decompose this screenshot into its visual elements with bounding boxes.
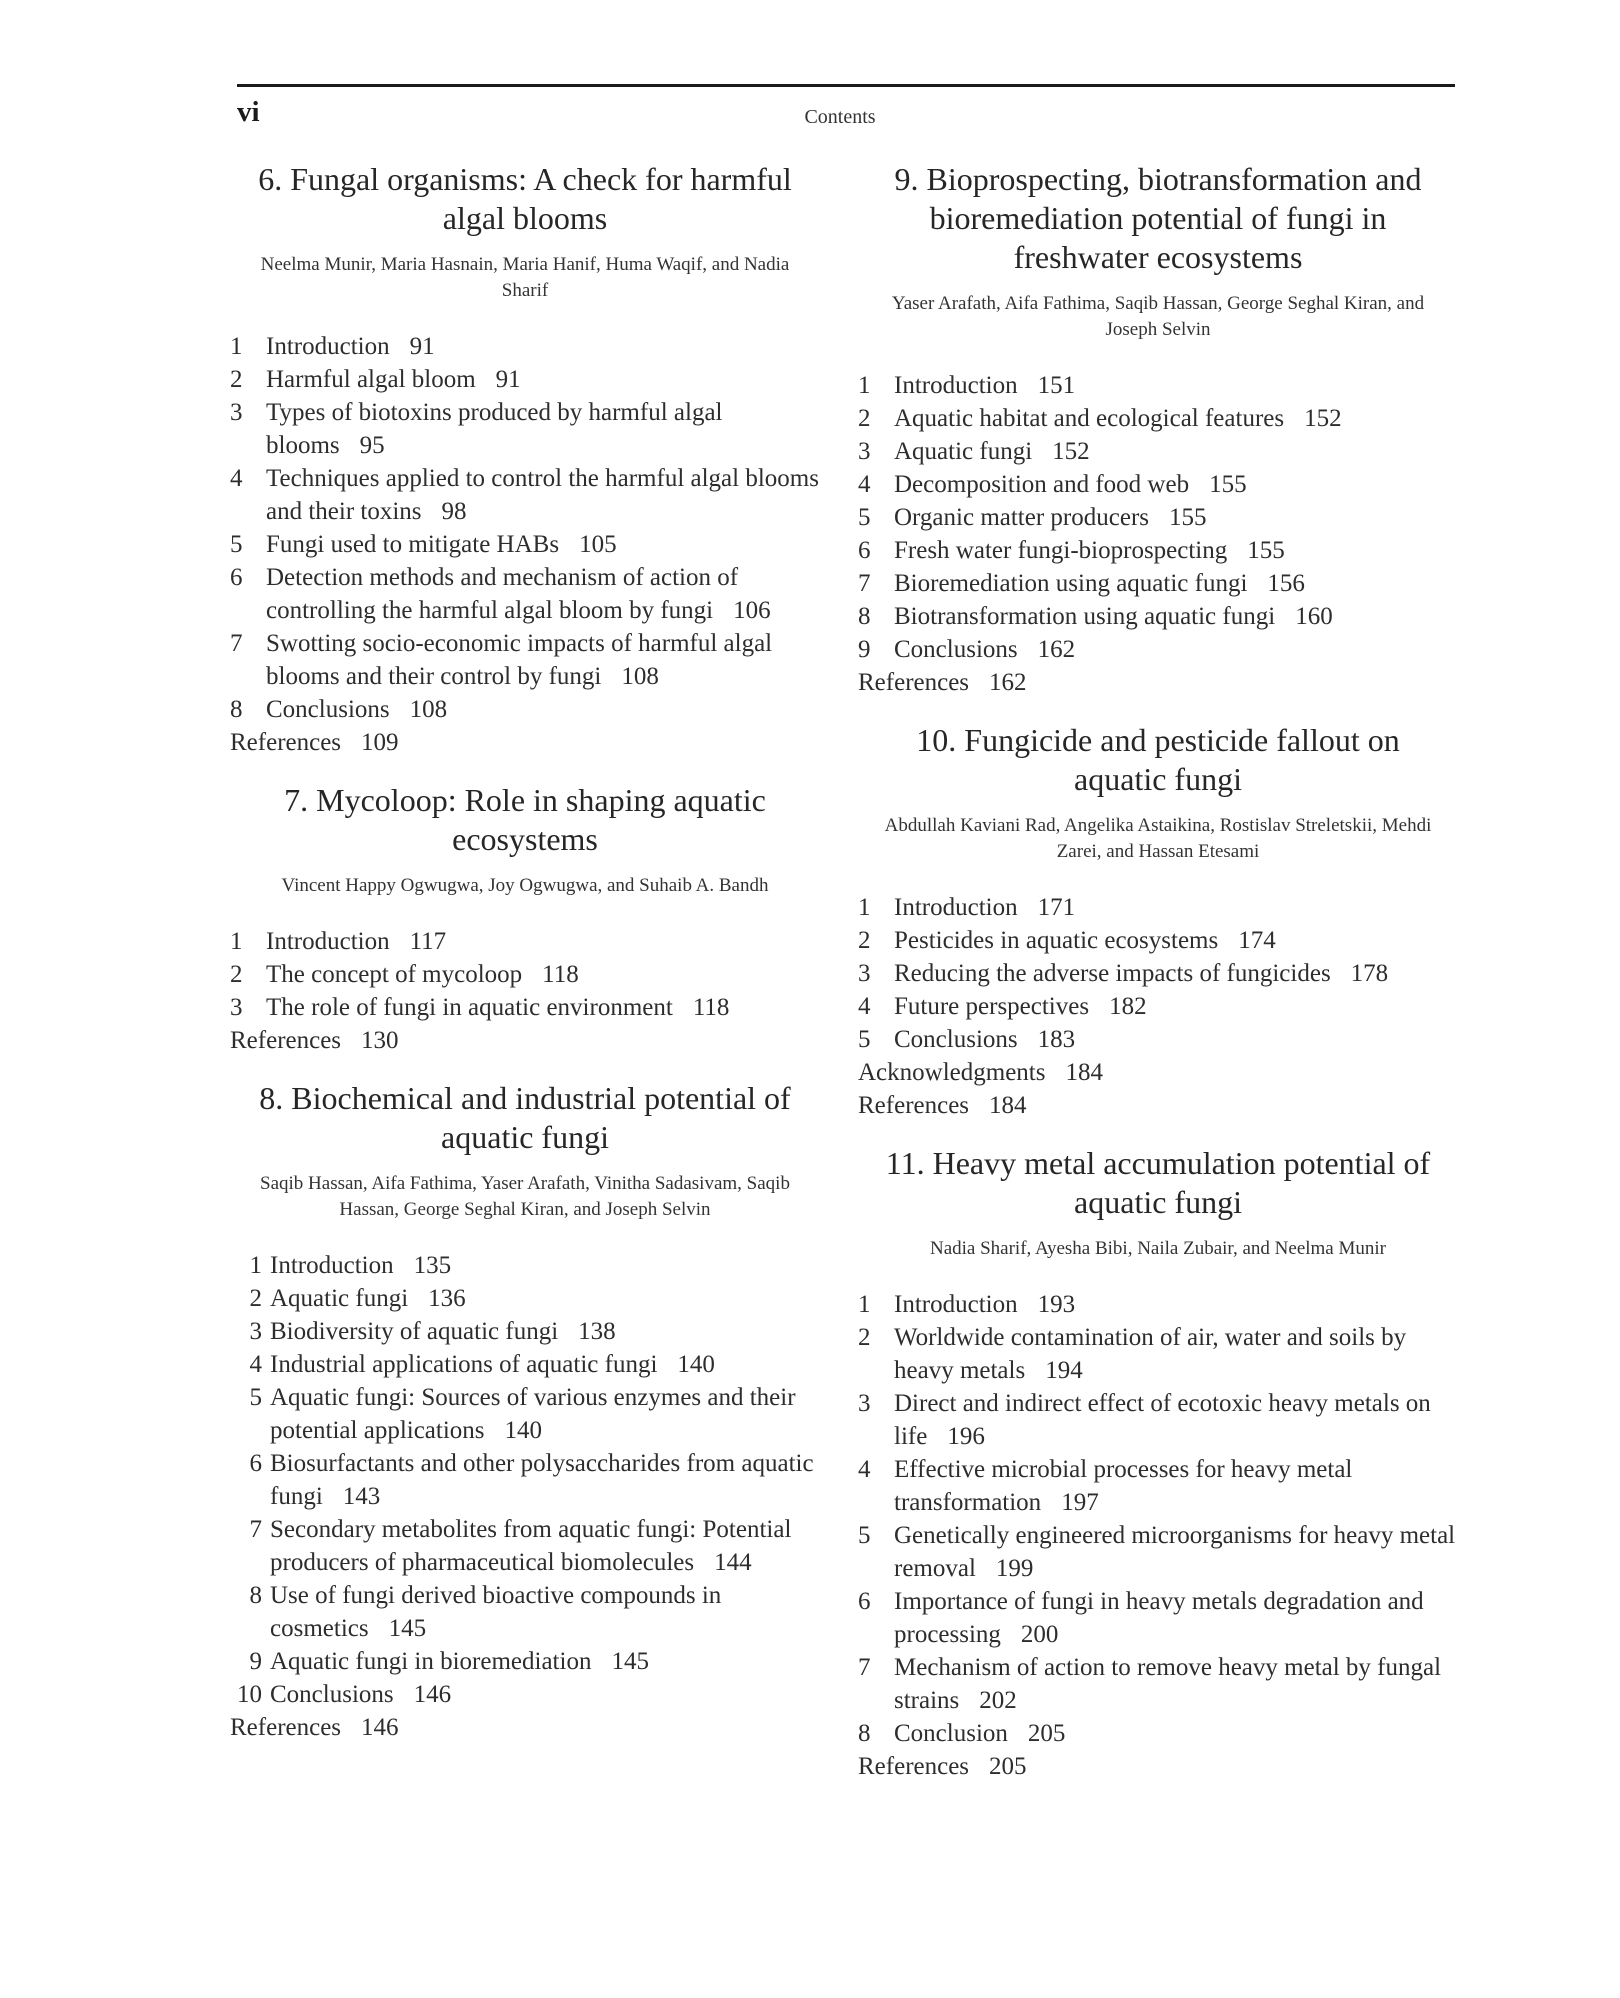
chapter-title-text: Biochemical and industrial potential of aquatic fungi: [291, 1080, 791, 1155]
section-number: 1: [230, 333, 243, 360]
back-matter-page-number: 184: [1065, 1059, 1103, 1086]
section-entry: [230, 1381, 820, 1447]
section-title: [270, 1282, 820, 1315]
section-number: 8: [858, 603, 871, 630]
section-number: 2: [230, 961, 243, 988]
section-title: [270, 1249, 820, 1282]
section-page-number: 140: [677, 1351, 715, 1378]
section-page-number: 106: [733, 597, 771, 624]
section-title-text: Introduction: [266, 333, 390, 360]
section-page-number: 91: [409, 333, 435, 360]
section-page-number: 136: [428, 1285, 466, 1312]
section-number: 6: [858, 1588, 871, 1615]
back-matter-page-number: 162: [989, 669, 1027, 696]
section-title: [266, 396, 820, 462]
section-title-text: Industrial applications of aquatic fungi: [270, 1351, 658, 1378]
section-page-number: 91: [495, 366, 521, 393]
section-entry: [230, 925, 820, 958]
section-entry: [230, 1447, 820, 1513]
section-page-number: 145: [611, 1648, 649, 1675]
section-number: 9: [858, 636, 871, 663]
section-page-number: 194: [1045, 1357, 1083, 1384]
section-number: 4: [858, 1456, 871, 1483]
section-title: [270, 1315, 820, 1348]
back-matter-page-number: 130: [361, 1027, 399, 1054]
section-title-text: Swotting socio-economic impacts of harmful algal blooms and their control by fungi: [266, 630, 773, 690]
chapter-authors: Nadia Sharif, Ayesha Bibi, Naila Zubair, and Neelma Munir: [929, 1238, 1386, 1259]
section-page-number: 95: [359, 432, 385, 459]
running-title: Contents: [804, 106, 876, 128]
section-title-text: Future perspectives: [894, 993, 1090, 1020]
section-number: 3: [858, 438, 871, 465]
chapter-title-text: Heavy metal accumulation potential of aquatic fungi: [932, 1145, 1431, 1220]
section-title: [894, 402, 1458, 435]
section-page-number: 171: [1037, 894, 1076, 921]
section-title-text: Conclusions: [894, 1026, 1018, 1053]
section-entry: [858, 1453, 1458, 1519]
section-number: 3: [249, 1318, 262, 1345]
section-entry: [230, 1315, 820, 1348]
section-page-number: 183: [1037, 1026, 1076, 1053]
chapter-entry: [858, 721, 1458, 1122]
section-title: [270, 1513, 820, 1579]
section-title: [266, 991, 820, 1024]
chapter-number: 8.: [259, 1080, 284, 1116]
section-entry: [230, 991, 820, 1024]
section-list: [858, 1288, 1458, 1750]
section-title: [894, 1519, 1458, 1585]
section-entry: [858, 435, 1458, 468]
section-page-number: 152: [1052, 438, 1090, 465]
section-entry: [858, 1023, 1458, 1056]
section-entry: [230, 1282, 820, 1315]
section-entry: [858, 957, 1458, 990]
section-page-number: 146: [413, 1681, 452, 1708]
section-list: [858, 369, 1458, 666]
section-entry: [230, 1678, 820, 1711]
section-number: 6: [230, 564, 243, 591]
page-number: vi: [237, 96, 260, 128]
section-page-number: 144: [714, 1549, 752, 1576]
section-number: 3: [230, 399, 243, 426]
section-title-text: Genetically engineered microorganisms for heavy metal removal: [894, 1522, 1456, 1582]
section-title-text: Aquatic fungi: [894, 438, 1033, 465]
section-title-text: Biosurfactants and other polysaccharides from aquatic fungi: [270, 1450, 814, 1510]
section-number: 1: [858, 894, 871, 921]
back-matter-page-number: 146: [361, 1714, 399, 1741]
section-title: [266, 627, 820, 693]
section-title: [270, 1678, 820, 1711]
section-entry: [230, 1249, 820, 1282]
section-entry: [230, 462, 820, 528]
chapter-number: 6.: [258, 161, 283, 197]
section-entry: [858, 600, 1458, 633]
section-entry: [858, 1321, 1458, 1387]
section-page-number: 108: [409, 696, 448, 723]
section-title: [894, 435, 1458, 468]
section-entry: [858, 567, 1458, 600]
chapter-title: [230, 781, 820, 859]
section-page-number: 155: [1247, 537, 1285, 564]
section-title: [270, 1645, 820, 1678]
section-title: [894, 534, 1458, 567]
section-page-number: 178: [1350, 960, 1389, 987]
section-title: [894, 633, 1458, 666]
chapter-title: [858, 721, 1458, 799]
section-entry: [858, 369, 1458, 402]
section-page-number: 140: [504, 1417, 543, 1444]
section-title: [270, 1348, 820, 1381]
section-page-number: 108: [621, 663, 659, 690]
section-entry: [858, 891, 1458, 924]
section-title-text: Biotransformation using aquatic fungi: [894, 603, 1276, 630]
section-number: 7: [230, 630, 243, 657]
section-title: [894, 468, 1458, 501]
section-number: 3: [858, 1390, 871, 1417]
section-entry: [858, 534, 1458, 567]
section-number: 5: [249, 1384, 262, 1411]
section-entry: [230, 528, 820, 561]
chapter-entry: [230, 781, 820, 1057]
section-title-text: Importance of fungi in heavy metals degradation and processing: [894, 1588, 1424, 1648]
section-title-text: Use of fungi derived bioactive compounds in cosmetics: [270, 1582, 722, 1642]
section-title-text: Pesticides in aquatic ecosystems: [894, 927, 1219, 954]
left-column: [230, 160, 820, 1766]
section-entry: [858, 1519, 1458, 1585]
section-title-text: Conclusions: [266, 696, 390, 723]
section-entry: [858, 924, 1458, 957]
section-title-text: Worldwide contamination of air, water and soils by heavy metals: [894, 1324, 1407, 1384]
section-page-number: 151: [1037, 372, 1076, 399]
header-rule: [237, 84, 1455, 87]
section-title: [894, 891, 1458, 924]
chapter-entry: [230, 160, 820, 759]
references-entry: [858, 1089, 1458, 1122]
section-title: [266, 330, 820, 363]
section-title-text: Secondary metabolites from aquatic fungi: Potential producers of pharmaceutical biomolecules: [270, 1516, 792, 1576]
section-number: 7: [858, 570, 871, 597]
section-title: [894, 1651, 1458, 1717]
back-matter-page-number: 109: [361, 729, 399, 756]
section-number: 2: [230, 366, 243, 393]
section-page-number: 152: [1304, 405, 1342, 432]
references-entry: [230, 1711, 820, 1744]
section-page-number: 105: [579, 531, 617, 558]
references-entry: [858, 666, 1458, 699]
section-number: 8: [858, 1720, 871, 1747]
section-title: [266, 528, 820, 561]
section-number: 4: [230, 465, 243, 492]
section-entry: [858, 1717, 1458, 1750]
section-number: 4: [249, 1351, 262, 1378]
section-title: [894, 1585, 1458, 1651]
references-entry: [230, 726, 820, 759]
chapter-authors: Abdullah Kaviani Rad, Angelika Astaikina, Rostislav Streletskii, Mehdi Zarei, and Hassan Etesami: [884, 815, 1432, 862]
acknowledgments-entry: [858, 1056, 1458, 1089]
section-page-number: 197: [1061, 1489, 1099, 1516]
section-title: [894, 957, 1458, 990]
section-title-text: Fungi used to mitigate HABs: [266, 531, 560, 558]
section-number: 1: [230, 928, 243, 955]
section-title-text: Organic matter producers: [894, 504, 1149, 531]
chapter-title-text: Fungicide and pesticide fallout on aquatic fungi: [964, 722, 1400, 797]
section-list: [230, 925, 820, 1024]
section-title-text: Introduction: [270, 1252, 394, 1279]
section-title-text: Aquatic fungi in bioremediation: [270, 1648, 592, 1675]
section-title-text: Reducing the adverse impacts of fungicides: [894, 960, 1331, 987]
section-entry: [858, 468, 1458, 501]
section-page-number: 199: [995, 1555, 1034, 1582]
section-title: [270, 1381, 820, 1447]
section-title: [894, 1288, 1458, 1321]
section-page-number: 145: [388, 1615, 427, 1642]
section-list: [230, 1249, 820, 1711]
section-title-text: Types of biotoxins produced by harmful algal blooms: [266, 399, 723, 459]
section-title-text: Introduction: [894, 1291, 1018, 1318]
back-matter-title: Acknowledgments: [858, 1059, 1046, 1086]
section-title-text: Biodiversity of aquatic fungi: [270, 1318, 559, 1345]
section-number: 9: [249, 1648, 262, 1675]
section-entry: [230, 958, 820, 991]
section-entry: [858, 990, 1458, 1023]
back-matter-title: References: [858, 669, 970, 696]
section-title-text: Detection methods and mechanism of action of controlling the harmful algal bloom by fungi: [266, 564, 739, 624]
back-matter-title: References: [230, 1714, 342, 1741]
section-number: 4: [858, 471, 871, 498]
section-number: 6: [249, 1450, 262, 1477]
chapter-number: 7.: [284, 782, 309, 818]
section-entry: [858, 1288, 1458, 1321]
section-entry: [858, 402, 1458, 435]
section-entry: [230, 561, 820, 627]
back-matter-title: References: [858, 1092, 970, 1119]
chapter-authors: Neelma Munir, Maria Hasnain, Maria Hanif, Huma Waqif, and Nadia Sharif: [260, 254, 790, 301]
chapter-number: 10.: [916, 722, 957, 758]
section-title: [266, 561, 820, 627]
section-page-number: 117: [409, 928, 447, 955]
section-title: [894, 1387, 1458, 1453]
back-matter-title: References: [230, 729, 342, 756]
section-title: [894, 369, 1458, 402]
section-page-number: 182: [1109, 993, 1147, 1020]
section-page-number: 193: [1037, 1291, 1076, 1318]
section-title-text: Fresh water fungi-bioprospecting: [894, 537, 1228, 564]
section-title: [894, 567, 1458, 600]
section-entry: [230, 627, 820, 693]
section-page-number: 200: [1020, 1621, 1059, 1648]
section-page-number: 138: [578, 1318, 616, 1345]
section-number: 8: [249, 1582, 262, 1609]
section-number: 7: [858, 1654, 871, 1681]
section-title: [266, 462, 820, 528]
section-title: [266, 958, 820, 991]
chapter-title: [230, 160, 820, 238]
section-number: 2: [249, 1285, 262, 1312]
section-entry: [230, 1579, 820, 1645]
section-page-number: 143: [342, 1483, 381, 1510]
section-title-text: Effective microbial processes for heavy metal transformation: [894, 1456, 1353, 1516]
section-title: [266, 693, 820, 726]
chapter-entry: [858, 160, 1458, 699]
references-entry: [858, 1750, 1458, 1783]
section-number: 3: [230, 994, 243, 1021]
chapter-number: 11.: [885, 1145, 925, 1181]
section-title: [894, 1321, 1458, 1387]
section-number: 1: [858, 372, 871, 399]
chapter-title: [858, 160, 1458, 277]
section-title-text: Decomposition and food web: [894, 471, 1190, 498]
chapter-authors: Saqib Hassan, Aifa Fathima, Yaser Arafath, Vinitha Sadasivam, Saqib Hassan, George Seghal Kiran, and Joseph Selvin: [260, 1173, 790, 1220]
chapter-entry: [858, 1144, 1458, 1783]
section-list: [230, 330, 820, 726]
back-matter-page-number: 205: [989, 1753, 1027, 1780]
section-title-text: Conclusions: [270, 1681, 394, 1708]
chapter-authors: Vincent Happy Ogwugwa, Joy Ogwugwa, and Suhaib A. Bandh: [281, 875, 769, 896]
section-title-text: Direct and indirect effect of ecotoxic heavy metals on life: [894, 1390, 1431, 1450]
section-entry: [230, 363, 820, 396]
section-title-text: Conclusion: [894, 1720, 1008, 1747]
section-title-text: Techniques applied to control the harmful algal blooms and their toxins: [266, 465, 819, 525]
section-title: [894, 924, 1458, 957]
section-title-text: Aquatic fungi: [270, 1285, 409, 1312]
section-page-number: 118: [542, 961, 579, 988]
section-title-text: Introduction: [266, 928, 390, 955]
section-title-text: Introduction: [894, 894, 1018, 921]
section-entry: [230, 1513, 820, 1579]
section-number: 2: [858, 1324, 871, 1351]
section-title: [894, 990, 1458, 1023]
back-matter-title: References: [858, 1753, 970, 1780]
section-number: 2: [858, 405, 871, 432]
section-page-number: 118: [692, 994, 730, 1021]
section-title-text: Aquatic habitat and ecological features: [894, 405, 1285, 432]
section-number: 3: [858, 960, 871, 987]
section-page-number: 98: [441, 498, 467, 525]
section-title: [894, 1717, 1458, 1750]
section-page-number: 162: [1037, 636, 1076, 663]
section-entry: [230, 693, 820, 726]
section-number: 6: [858, 537, 871, 564]
section-title: [266, 363, 820, 396]
section-number: 5: [858, 1522, 871, 1549]
section-page-number: 160: [1295, 603, 1333, 630]
section-number: 2: [858, 927, 871, 954]
section-title: [270, 1447, 820, 1513]
section-title-text: Mechanism of action to remove heavy metal by fungal strains: [894, 1654, 1442, 1714]
references-entry: [230, 1024, 820, 1057]
section-title-text: The concept of mycoloop: [266, 961, 523, 988]
section-number: 5: [230, 531, 243, 558]
section-page-number: 155: [1209, 471, 1247, 498]
section-title-text: The role of fungi in aquatic environment: [266, 994, 673, 1021]
section-title-text: Conclusions: [894, 636, 1018, 663]
section-page-number: 205: [1027, 1720, 1066, 1747]
right-column: [858, 160, 1458, 1805]
section-entry: [230, 330, 820, 363]
section-page-number: 156: [1267, 570, 1305, 597]
section-page-number: 196: [947, 1423, 985, 1450]
section-title-text: Harmful algal bloom: [266, 366, 476, 393]
chapter-number: 9.: [894, 161, 919, 197]
section-title: [894, 1453, 1458, 1519]
section-list: [858, 891, 1458, 1056]
chapter-title: [230, 1079, 820, 1157]
section-number: 5: [858, 504, 871, 531]
back-matter-page-number: 184: [989, 1092, 1027, 1119]
section-entry: [858, 1651, 1458, 1717]
chapter-authors: Yaser Arafath, Aifa Fathima, Saqib Hassan, George Seghal Kiran, and Joseph Selvin: [891, 293, 1425, 340]
section-page-number: 135: [413, 1252, 452, 1279]
section-number: 1: [249, 1252, 262, 1279]
section-title: [266, 925, 820, 958]
section-title: [894, 501, 1458, 534]
chapter-title-text: Mycoloop: Role in shaping aquatic ecosystems: [316, 782, 766, 857]
section-page-number: 174: [1238, 927, 1276, 954]
section-entry: [858, 1585, 1458, 1651]
section-number: 4: [858, 993, 871, 1020]
back-matter-title: References: [230, 1027, 342, 1054]
section-title: [894, 600, 1458, 633]
chapter-title-text: Bioprospecting, biotransformation and bioremediation potential of fungi in freshwater ecosystems: [926, 161, 1422, 275]
section-entry: [230, 396, 820, 462]
section-entry: [858, 633, 1458, 666]
section-entry: [858, 501, 1458, 534]
chapter-title-text: Fungal organisms: A check for harmful algal blooms: [290, 161, 792, 236]
section-page-number: 155: [1169, 504, 1207, 531]
section-title: [894, 1023, 1458, 1056]
section-title-text: Aquatic fungi: Sources of various enzymes and their potential applications: [270, 1384, 796, 1444]
chapter-entry: [230, 1079, 820, 1744]
section-entry: [858, 1387, 1458, 1453]
section-entry: [230, 1645, 820, 1678]
section-title-text: Bioremediation using aquatic fungi: [894, 570, 1248, 597]
section-number: 10: [237, 1681, 262, 1708]
section-title-text: Introduction: [894, 372, 1018, 399]
section-number: 1: [858, 1291, 871, 1318]
section-number: 5: [858, 1026, 871, 1053]
section-entry: [230, 1348, 820, 1381]
section-title: [270, 1579, 820, 1645]
section-page-number: 202: [979, 1687, 1017, 1714]
section-number: 8: [230, 696, 243, 723]
chapter-title: [858, 1144, 1458, 1222]
section-number: 7: [249, 1516, 262, 1543]
